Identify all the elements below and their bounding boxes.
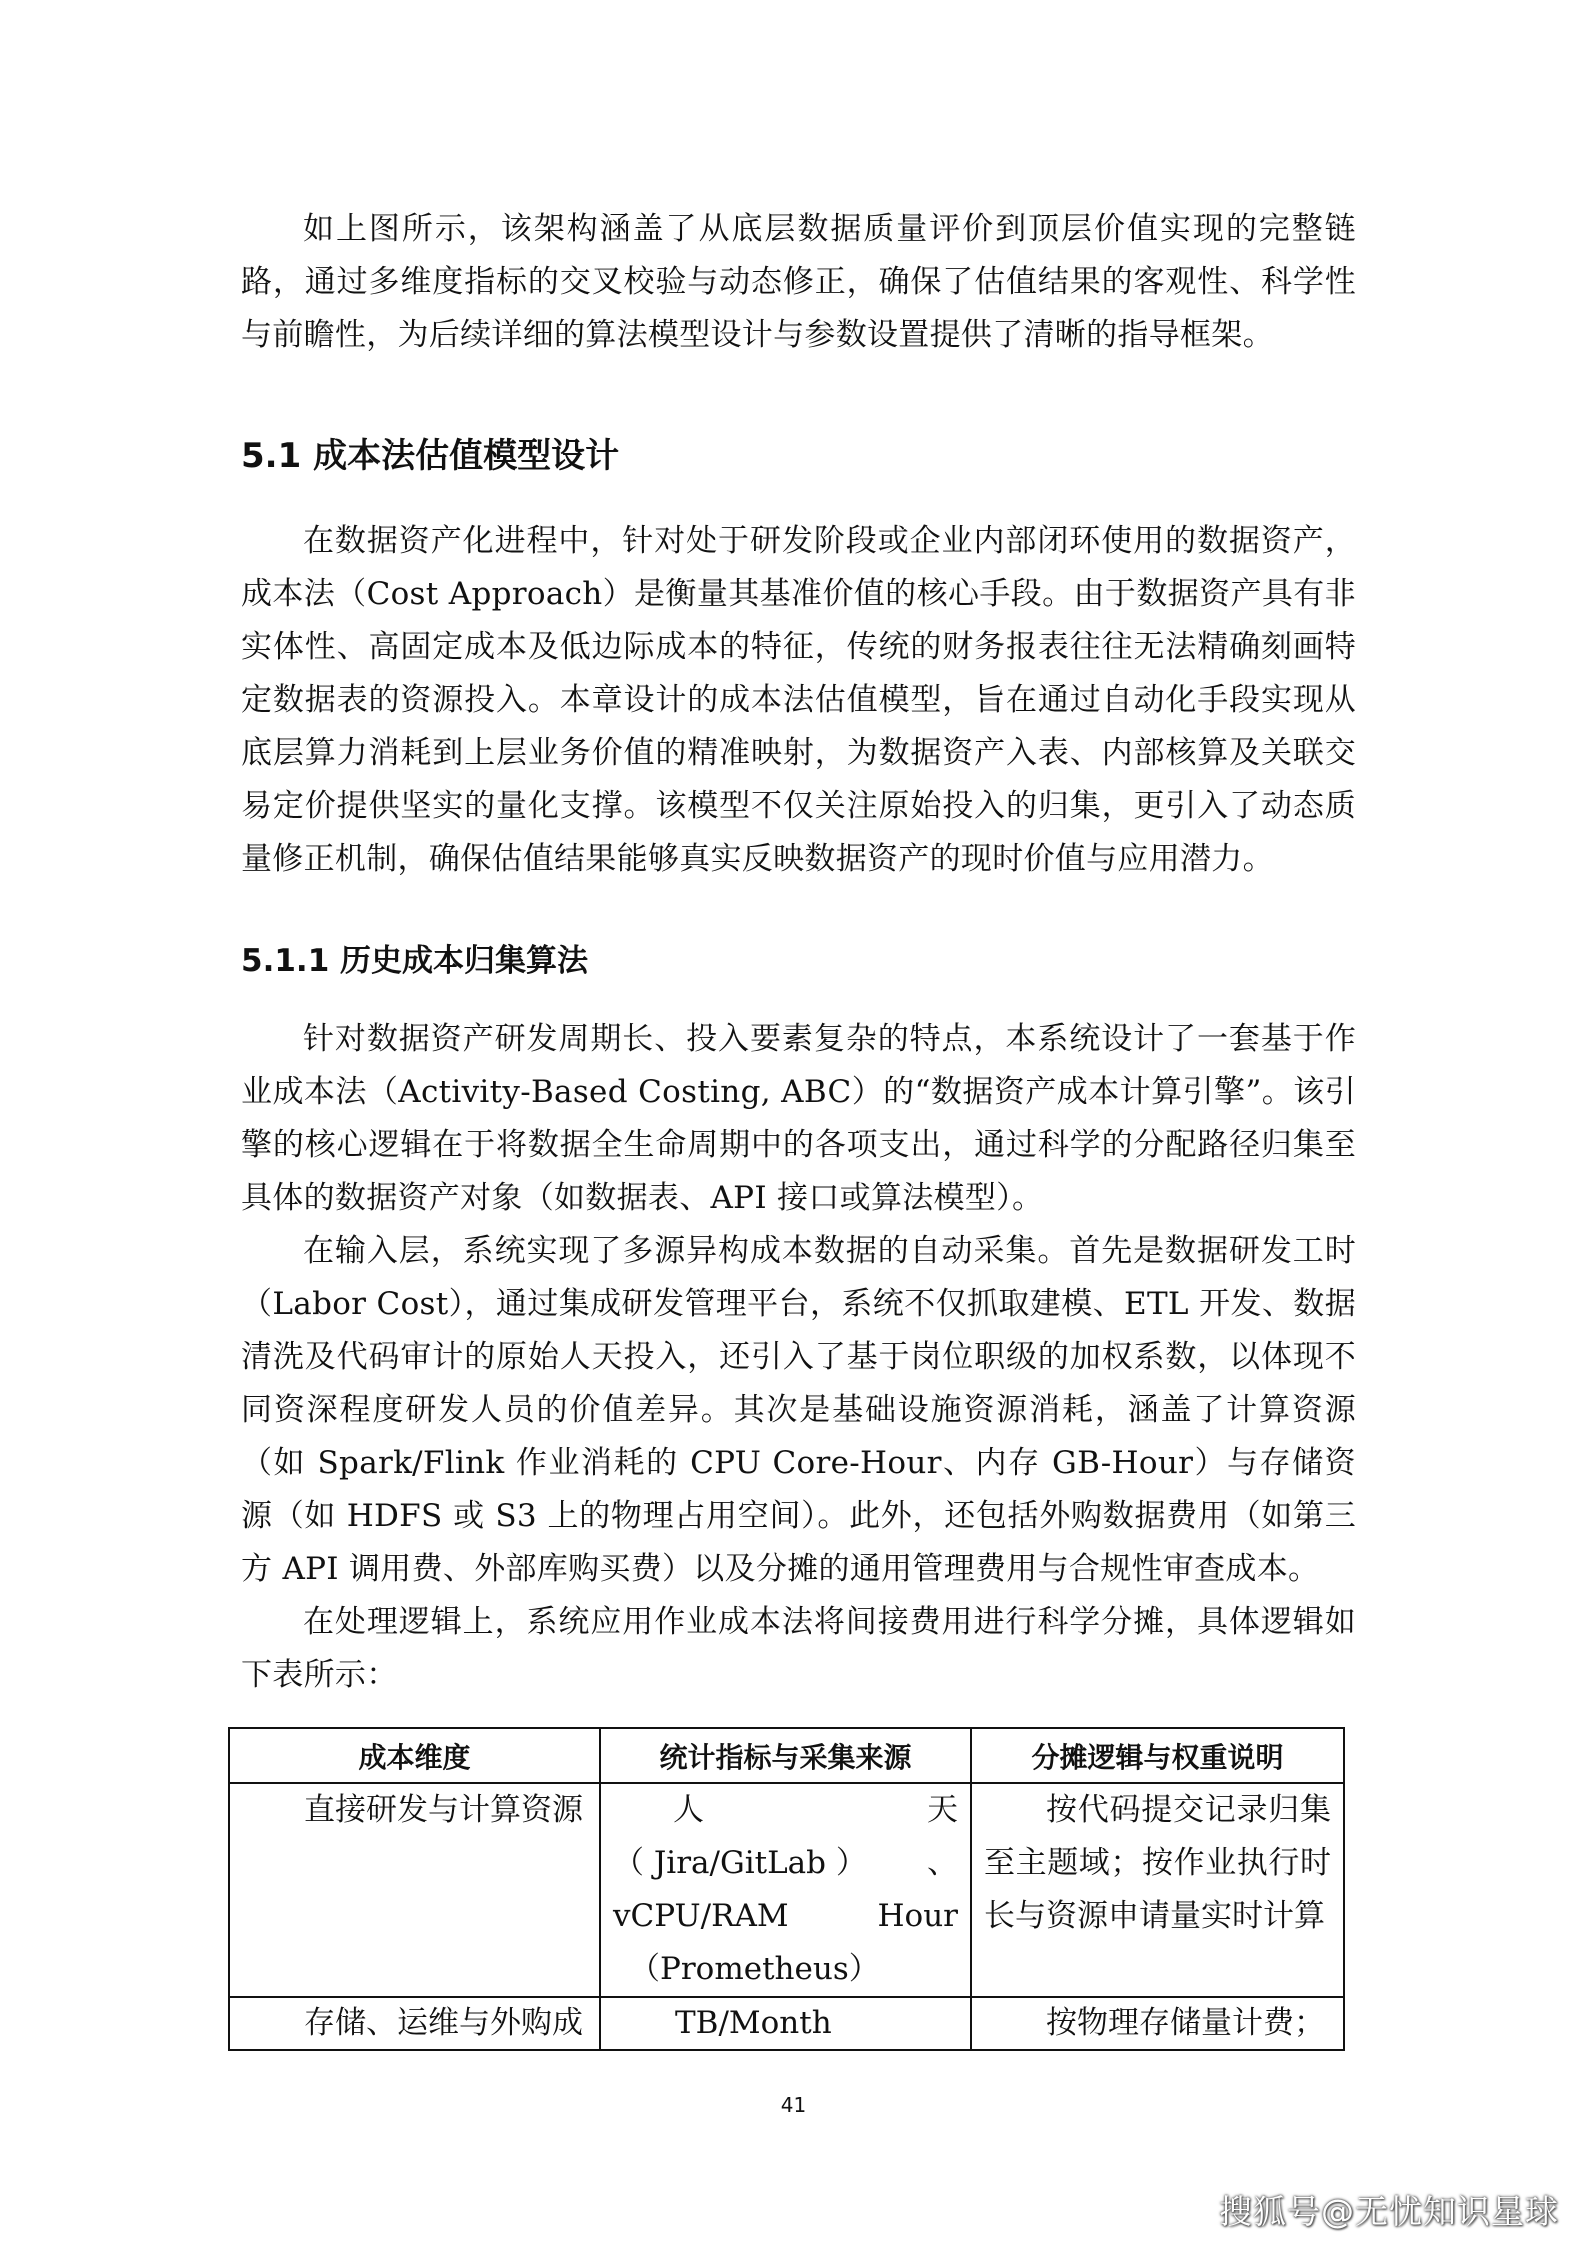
cost-allocation-table	[228, 1727, 1345, 2051]
row1-source-line4: （Prometheus）	[629, 1951, 880, 1987]
intro-paragraph: 如上图所示，该架构涵盖了从底层数据质量评价到顶层价值实现的完整链路，通过多维度指标的交叉校验与动态修正，确保了估值结果的客观性、科学性与前瞻性，为后续详细的算法模型设计与参数设置提供了清晰的指导框架。	[241, 211, 1356, 353]
table-row	[229, 1783, 1344, 1997]
section-heading-5-1-1: 5.1.1 历史成本归集算法	[241, 943, 589, 979]
header-metric-source: 统计指标与采集来源	[600, 1728, 971, 1783]
input-layer-paragraph: 在输入层，系统实现了多源异构成本数据的自动采集。首先是数据研发工时（Labor Cost），通过集成研发管理平台，系统不仅抓取建模、ETL 开发、数据清洗及代码审计的原始人天投入，还引入了基于岗位职级的加权系数，以体现不同资深程度研发人员的价值差异。其次是基础设施资源消耗，涵盖了计算资源（如 Spark/Flink 作业消耗的 CPU Core-Hour、内存 GB-Hour）与存储资源（如 HDFS 或 S3 上的物理占用空间）。此外，还包括外购数据费用（如第三方 API 调用费、外部库购买费）以及分摊的通用管理费用与合规性审查成本。	[241, 1233, 1356, 1587]
header-allocation-logic: 分摊逻辑与权重说明	[971, 1728, 1344, 1783]
row2-logic: 按物理存储量计费；	[971, 1997, 1344, 2050]
header-cost-dimension: 成本维度	[229, 1728, 600, 1783]
row1-source-line2-left: （ Jira/GitLab ）	[613, 1845, 867, 1881]
watermark: 搜狐号@无忧知识星球	[1219, 2192, 1559, 2231]
row1-source	[600, 1783, 971, 1997]
table-row	[229, 1997, 1344, 2050]
row1-source-line3-left: vCPU/RAM	[613, 1898, 789, 1934]
logic-intro-paragraph: 在处理逻辑上，系统应用作业成本法将间接费用进行科学分摊，具体逻辑如下表所示：	[241, 1604, 1356, 1693]
row1-source-line1-right: 天	[927, 1792, 958, 1828]
row1-dimension: 直接研发与计算资源	[229, 1783, 600, 1997]
row2-dimension: 存储、运维与外购成	[229, 1997, 600, 2050]
section-heading-5-1: 5.1 成本法估值模型设计	[241, 436, 620, 476]
row1-source-line3-right: Hour	[877, 1898, 958, 1934]
abc-intro-paragraph: 针对数据资产研发周期长、投入要素复杂的特点，本系统设计了一套基于作业成本法（Activity-Based Costing, ABC）的“数据资产成本计算引擎”。该引擎的核心逻辑在于将数据全生命周期中的各项支出，通过科学的分配路径归集至具体的数据资产对象（如数据表、API 接口或算法模型）。	[241, 1021, 1356, 1216]
row2-source: TB/Month	[600, 1997, 971, 2050]
page-number: 41	[780, 2093, 807, 2117]
row1-source-line1-left: 人	[673, 1792, 704, 1828]
row1-logic: 按代码提交记录归集至主题域；按作业执行时长与资源申请量实时计算	[971, 1783, 1344, 1997]
row1-source-line2-right: 、	[927, 1845, 958, 1881]
table-header-row	[229, 1728, 1344, 1783]
section-5-1-paragraph: 在数据资产化进程中，针对处于研发阶段或企业内部闭环使用的数据资产，成本法（Cost Approach）是衡量其基准价值的核心手段。由于数据资产具有非实体性、高固定成本及低边际成本的特征，传统的财务报表往往无法精确刻画特定数据表的资源投入。本章设计的成本法估值模型，旨在通过自动化手段实现从底层算力消耗到上层业务价值的精准映射，为数据资产入表、内部核算及关联交易定价提供坚实的量化支撑。该模型不仅关注原始投入的归集，更引入了动态质量修正机制，确保估值结果能够真实反映数据资产的现时价值与应用潜力。	[241, 523, 1356, 877]
